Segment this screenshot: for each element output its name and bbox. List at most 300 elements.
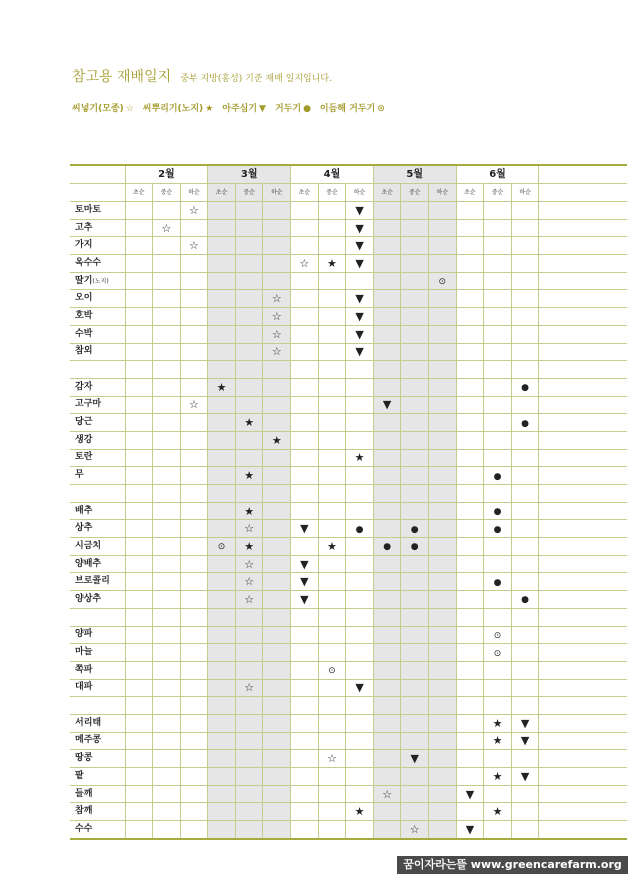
spacer-cell	[373, 697, 401, 715]
schedule-cell	[180, 555, 208, 573]
schedule-cell	[235, 679, 263, 697]
period-header: 하순	[263, 184, 291, 202]
schedule-cell	[263, 714, 291, 732]
schedule-mark-icon: ☆	[271, 327, 282, 341]
schedule-cell	[373, 237, 401, 255]
month-header: 5월	[373, 165, 456, 184]
schedule-cell	[373, 555, 401, 573]
schedule-mark-icon: ★	[492, 734, 503, 748]
schedule-cell	[346, 573, 374, 591]
schedule-cell	[263, 202, 291, 220]
schedule-mark-icon: ☆	[189, 398, 199, 412]
schedule-cell	[125, 431, 153, 449]
schedule-cell	[511, 325, 539, 343]
schedule-cell	[318, 290, 346, 308]
schedule-mark-icon: ★	[244, 504, 255, 518]
schedule-mark-icon: ▼	[355, 327, 364, 341]
schedule-mark-icon: ●	[410, 542, 419, 553]
schedule-cell	[373, 520, 401, 538]
schedule-cell	[153, 626, 181, 644]
schedule-cell	[125, 414, 153, 432]
schedule-cell	[180, 343, 208, 361]
schedule-cell	[401, 785, 429, 803]
crop-name	[70, 219, 125, 237]
spacer-cell	[511, 485, 539, 503]
schedule-cell	[456, 803, 484, 821]
schedule-cell	[456, 467, 484, 485]
schedule-cell	[401, 255, 429, 273]
schedule-cell	[235, 750, 263, 768]
schedule-cell	[153, 308, 181, 326]
schedule-cell	[429, 202, 457, 220]
period-header: 초순	[456, 184, 484, 202]
schedule-cell	[263, 573, 291, 591]
schedule-cell	[511, 502, 539, 520]
period-header: 하순	[180, 184, 208, 202]
schedule-mark-icon: ▼	[465, 787, 475, 801]
schedule-cell	[153, 237, 181, 255]
schedule-mark-icon: ☆	[271, 292, 282, 306]
schedule-cell	[429, 679, 457, 697]
schedule-mark-icon: ☆	[244, 681, 255, 695]
schedule-mark-icon: ▼	[300, 592, 309, 606]
schedule-cell	[235, 202, 263, 220]
crop-row	[70, 378, 627, 396]
schedule-cell	[456, 626, 484, 644]
schedule-cell	[346, 325, 374, 343]
legend-symbol-icon: ●	[303, 104, 311, 114]
spacer-cell	[318, 361, 346, 379]
schedule-mark-icon: ●	[521, 595, 530, 606]
schedule-cell	[429, 644, 457, 662]
schedule-mark-icon: ▼	[355, 309, 364, 323]
crop-row	[70, 343, 627, 361]
spacer-extra	[539, 608, 627, 626]
schedule-cell	[346, 414, 374, 432]
schedule-cell	[484, 325, 512, 343]
schedule-mark-icon: ☆	[327, 752, 337, 766]
spacer-row	[70, 608, 627, 626]
schedule-cell	[180, 821, 208, 839]
schedule-cell	[511, 467, 539, 485]
period-corner	[70, 184, 125, 202]
schedule-cell	[153, 467, 181, 485]
schedule-cell	[208, 290, 236, 308]
schedule-cell	[429, 714, 457, 732]
period-header: 중순	[484, 184, 512, 202]
schedule-cell	[346, 502, 374, 520]
spacer-cell	[484, 361, 512, 379]
schedule-cell	[373, 378, 401, 396]
schedule-cell	[125, 661, 153, 679]
schedule-cell	[373, 502, 401, 520]
schedule-cell	[291, 237, 319, 255]
schedule-cell	[208, 679, 236, 697]
schedule-cell	[208, 714, 236, 732]
period-header: 중순	[318, 184, 346, 202]
schedule-cell	[180, 732, 208, 750]
crop-row	[70, 803, 627, 821]
schedule-cell	[346, 644, 374, 662]
period-header: 중순	[235, 184, 263, 202]
schedule-cell	[511, 644, 539, 662]
schedule-cell	[263, 255, 291, 273]
schedule-cell	[291, 785, 319, 803]
schedule-cell	[180, 626, 208, 644]
schedule-cell	[401, 768, 429, 786]
schedule-cell	[318, 573, 346, 591]
schedule-cell	[125, 803, 153, 821]
spacer-cell	[263, 361, 291, 379]
crop-name-label: 양파	[75, 629, 93, 640]
crop-row	[70, 467, 627, 485]
schedule-mark-icon: ●	[521, 418, 530, 429]
schedule-cell	[291, 396, 319, 414]
schedule-cell	[291, 325, 319, 343]
schedule-cell	[153, 644, 181, 662]
schedule-cell	[429, 732, 457, 750]
row-extra	[539, 785, 627, 803]
schedule-cell	[373, 414, 401, 432]
schedule-cell	[235, 714, 263, 732]
crop-name	[70, 378, 125, 396]
schedule-cell	[318, 449, 346, 467]
schedule-cell	[484, 202, 512, 220]
spacer-cell	[401, 697, 429, 715]
schedule-cell	[373, 396, 401, 414]
schedule-cell	[235, 661, 263, 679]
crop-name	[70, 255, 125, 273]
schedule-cell	[373, 626, 401, 644]
schedule-cell	[429, 538, 457, 556]
schedule-mark-icon: ▼	[355, 221, 364, 235]
crop-name-label: 양배추	[75, 558, 102, 569]
spacer-cell	[511, 608, 539, 626]
schedule-cell	[511, 821, 539, 839]
schedule-cell	[401, 644, 429, 662]
crop-name	[70, 555, 125, 573]
schedule-cell	[401, 237, 429, 255]
schedule-cell	[263, 626, 291, 644]
schedule-cell	[291, 272, 319, 290]
schedule-cell	[263, 449, 291, 467]
schedule-cell	[180, 644, 208, 662]
header-corner	[70, 165, 125, 184]
schedule-cell	[511, 591, 539, 609]
schedule-cell	[125, 768, 153, 786]
schedule-cell	[456, 255, 484, 273]
row-extra	[539, 821, 627, 839]
row-extra	[539, 644, 627, 662]
crop-row	[70, 821, 627, 839]
spacer-cell	[456, 697, 484, 715]
schedule-cell	[484, 449, 512, 467]
crop-name-label: 수수	[75, 823, 93, 834]
schedule-cell	[180, 520, 208, 538]
crop-row	[70, 768, 627, 786]
schedule-cell	[235, 502, 263, 520]
schedule-cell	[180, 538, 208, 556]
row-extra	[539, 431, 627, 449]
row-extra	[539, 290, 627, 308]
schedule-cell	[153, 290, 181, 308]
crop-row	[70, 555, 627, 573]
schedule-cell	[235, 308, 263, 326]
row-extra	[539, 308, 627, 326]
schedule-cell	[153, 378, 181, 396]
schedule-cell	[346, 255, 374, 273]
month-header: 6월	[456, 165, 539, 184]
crop-name-label: 메주콩	[75, 735, 102, 746]
row-extra	[539, 520, 627, 538]
schedule-cell	[401, 343, 429, 361]
schedule-cell	[235, 219, 263, 237]
spacer-cell	[208, 485, 236, 503]
spacer-cell	[291, 361, 319, 379]
schedule-cell	[235, 378, 263, 396]
spacer-cell	[263, 608, 291, 626]
legend-label: 이듬해 거두기	[319, 104, 376, 114]
schedule-cell	[429, 803, 457, 821]
schedule-cell	[456, 431, 484, 449]
schedule-cell	[456, 414, 484, 432]
crop-name	[70, 272, 125, 290]
schedule-cell	[291, 378, 319, 396]
schedule-cell	[125, 396, 153, 414]
schedule-cell	[318, 520, 346, 538]
schedule-cell	[263, 237, 291, 255]
schedule-cell	[429, 325, 457, 343]
crop-row	[70, 255, 627, 273]
schedule-cell	[153, 272, 181, 290]
symbol-legend	[72, 101, 394, 114]
schedule-cell	[456, 573, 484, 591]
schedule-cell	[318, 237, 346, 255]
legend-symbol-icon: ▼	[259, 104, 266, 114]
schedule-cell	[429, 290, 457, 308]
schedule-cell	[456, 750, 484, 768]
schedule-mark-icon: ▼	[465, 822, 475, 836]
schedule-mark-icon: ☆	[244, 522, 255, 536]
schedule-cell	[346, 343, 374, 361]
schedule-cell	[511, 626, 539, 644]
crop-name-label: 대파	[75, 682, 93, 693]
row-extra	[539, 272, 627, 290]
schedule-cell	[153, 538, 181, 556]
schedule-cell	[263, 325, 291, 343]
schedule-mark-icon: ★	[354, 805, 365, 819]
schedule-cell	[429, 768, 457, 786]
crop-name-label: 땅콩	[75, 753, 93, 764]
schedule-cell	[263, 396, 291, 414]
schedule-cell	[263, 290, 291, 308]
schedule-cell	[401, 661, 429, 679]
schedule-cell	[346, 538, 374, 556]
schedule-cell	[429, 467, 457, 485]
schedule-cell	[373, 255, 401, 273]
schedule-mark-icon: ▼	[520, 716, 530, 730]
schedule-cell	[180, 679, 208, 697]
schedule-cell	[373, 573, 401, 591]
schedule-mark-icon: ☆	[244, 592, 255, 606]
schedule-cell	[180, 378, 208, 396]
schedule-cell	[235, 272, 263, 290]
schedule-cell	[429, 343, 457, 361]
schedule-cell	[484, 502, 512, 520]
schedule-cell	[401, 378, 429, 396]
schedule-cell	[429, 555, 457, 573]
schedule-cell	[153, 573, 181, 591]
schedule-cell	[235, 449, 263, 467]
schedule-cell	[263, 538, 291, 556]
schedule-cell	[511, 272, 539, 290]
schedule-mark-icon: ☆	[299, 256, 310, 270]
crop-name-label: 수박	[75, 328, 93, 339]
schedule-cell	[153, 555, 181, 573]
schedule-cell	[318, 467, 346, 485]
crop-row	[70, 325, 627, 343]
schedule-cell	[429, 821, 457, 839]
period-header: 하순	[511, 184, 539, 202]
schedule-cell	[511, 750, 539, 768]
schedule-cell	[318, 555, 346, 573]
crop-row	[70, 308, 627, 326]
schedule-cell	[208, 431, 236, 449]
spacer-cell	[484, 485, 512, 503]
crop-name-label: 당근	[75, 417, 93, 428]
spacer-extra	[539, 697, 627, 715]
spacer-cell	[208, 361, 236, 379]
schedule-cell	[208, 538, 236, 556]
legend-symbol-icon: ☆	[125, 104, 134, 114]
row-extra	[539, 378, 627, 396]
schedule-cell	[401, 679, 429, 697]
schedule-cell	[180, 449, 208, 467]
spacer-cell	[125, 485, 153, 503]
schedule-cell	[484, 343, 512, 361]
spacer-cell	[373, 608, 401, 626]
schedule-mark-icon: ●	[493, 471, 502, 482]
schedule-mark-icon: ▼	[355, 239, 364, 253]
schedule-cell	[208, 255, 236, 273]
schedule-cell	[208, 644, 236, 662]
schedule-cell	[318, 414, 346, 432]
crop-row	[70, 414, 627, 432]
schedule-cell	[318, 768, 346, 786]
schedule-cell	[373, 785, 401, 803]
schedule-cell	[235, 467, 263, 485]
schedule-cell	[180, 396, 208, 414]
schedule-cell	[208, 573, 236, 591]
spacer-cell	[208, 697, 236, 715]
schedule-cell	[153, 732, 181, 750]
schedule-mark-icon: ★	[244, 416, 255, 430]
legend-item	[275, 104, 311, 114]
schedule-cell	[180, 803, 208, 821]
spacer-cell	[235, 608, 263, 626]
schedule-cell	[511, 661, 539, 679]
schedule-mark-icon: ⊙	[493, 630, 502, 641]
schedule-cell	[125, 290, 153, 308]
schedule-cell	[291, 591, 319, 609]
schedule-cell	[484, 431, 512, 449]
schedule-cell	[180, 308, 208, 326]
spacer-cell	[291, 485, 319, 503]
schedule-cell	[511, 520, 539, 538]
schedule-cell	[125, 732, 153, 750]
schedule-cell	[153, 661, 181, 679]
schedule-cell	[456, 343, 484, 361]
spacer-cell	[346, 485, 374, 503]
spacer-cell	[180, 697, 208, 715]
crop-name	[70, 750, 125, 768]
schedule-mark-icon: ▼	[410, 752, 419, 766]
schedule-cell	[484, 538, 512, 556]
schedule-cell	[263, 644, 291, 662]
crop-name-label: 감자	[75, 381, 93, 392]
spacer-cell	[346, 697, 374, 715]
schedule-cell	[484, 467, 512, 485]
schedule-cell	[373, 644, 401, 662]
schedule-cell	[235, 431, 263, 449]
schedule-cell	[263, 555, 291, 573]
schedule-cell	[180, 573, 208, 591]
schedule-cell	[401, 626, 429, 644]
schedule-mark-icon: ☆	[189, 203, 199, 217]
spacer-cell	[263, 485, 291, 503]
schedule-mark-icon: ▼	[355, 681, 364, 695]
schedule-cell	[291, 219, 319, 237]
schedule-cell	[180, 414, 208, 432]
legend-item	[72, 104, 134, 114]
crop-name	[70, 768, 125, 786]
schedule-cell	[373, 467, 401, 485]
schedule-cell	[208, 202, 236, 220]
schedule-cell	[263, 272, 291, 290]
schedule-mark-icon: ★	[492, 769, 503, 783]
schedule-cell	[153, 255, 181, 273]
schedule-cell	[125, 573, 153, 591]
legend-item	[320, 104, 385, 114]
month-header: 3월	[208, 165, 291, 184]
row-extra	[539, 803, 627, 821]
schedule-cell	[180, 237, 208, 255]
crop-name	[70, 679, 125, 697]
crop-row	[70, 591, 627, 609]
schedule-cell	[318, 308, 346, 326]
row-extra	[539, 237, 627, 255]
schedule-cell	[235, 803, 263, 821]
schedule-cell	[291, 343, 319, 361]
schedule-cell	[429, 255, 457, 273]
schedule-cell	[484, 732, 512, 750]
spacer-cell	[318, 697, 346, 715]
schedule-cell	[484, 520, 512, 538]
spacer-cell	[511, 697, 539, 715]
period-header: 중순	[153, 184, 181, 202]
schedule-cell	[484, 626, 512, 644]
schedule-cell	[346, 378, 374, 396]
schedule-mark-icon: ☆	[244, 575, 255, 589]
schedule-mark-icon: ▼	[355, 292, 364, 306]
schedule-mark-icon: ▼	[520, 734, 530, 748]
schedule-cell	[125, 502, 153, 520]
schedule-cell	[318, 644, 346, 662]
schedule-cell	[401, 202, 429, 220]
schedule-cell	[235, 732, 263, 750]
spacer-cell	[235, 697, 263, 715]
spacer-name	[70, 608, 125, 626]
